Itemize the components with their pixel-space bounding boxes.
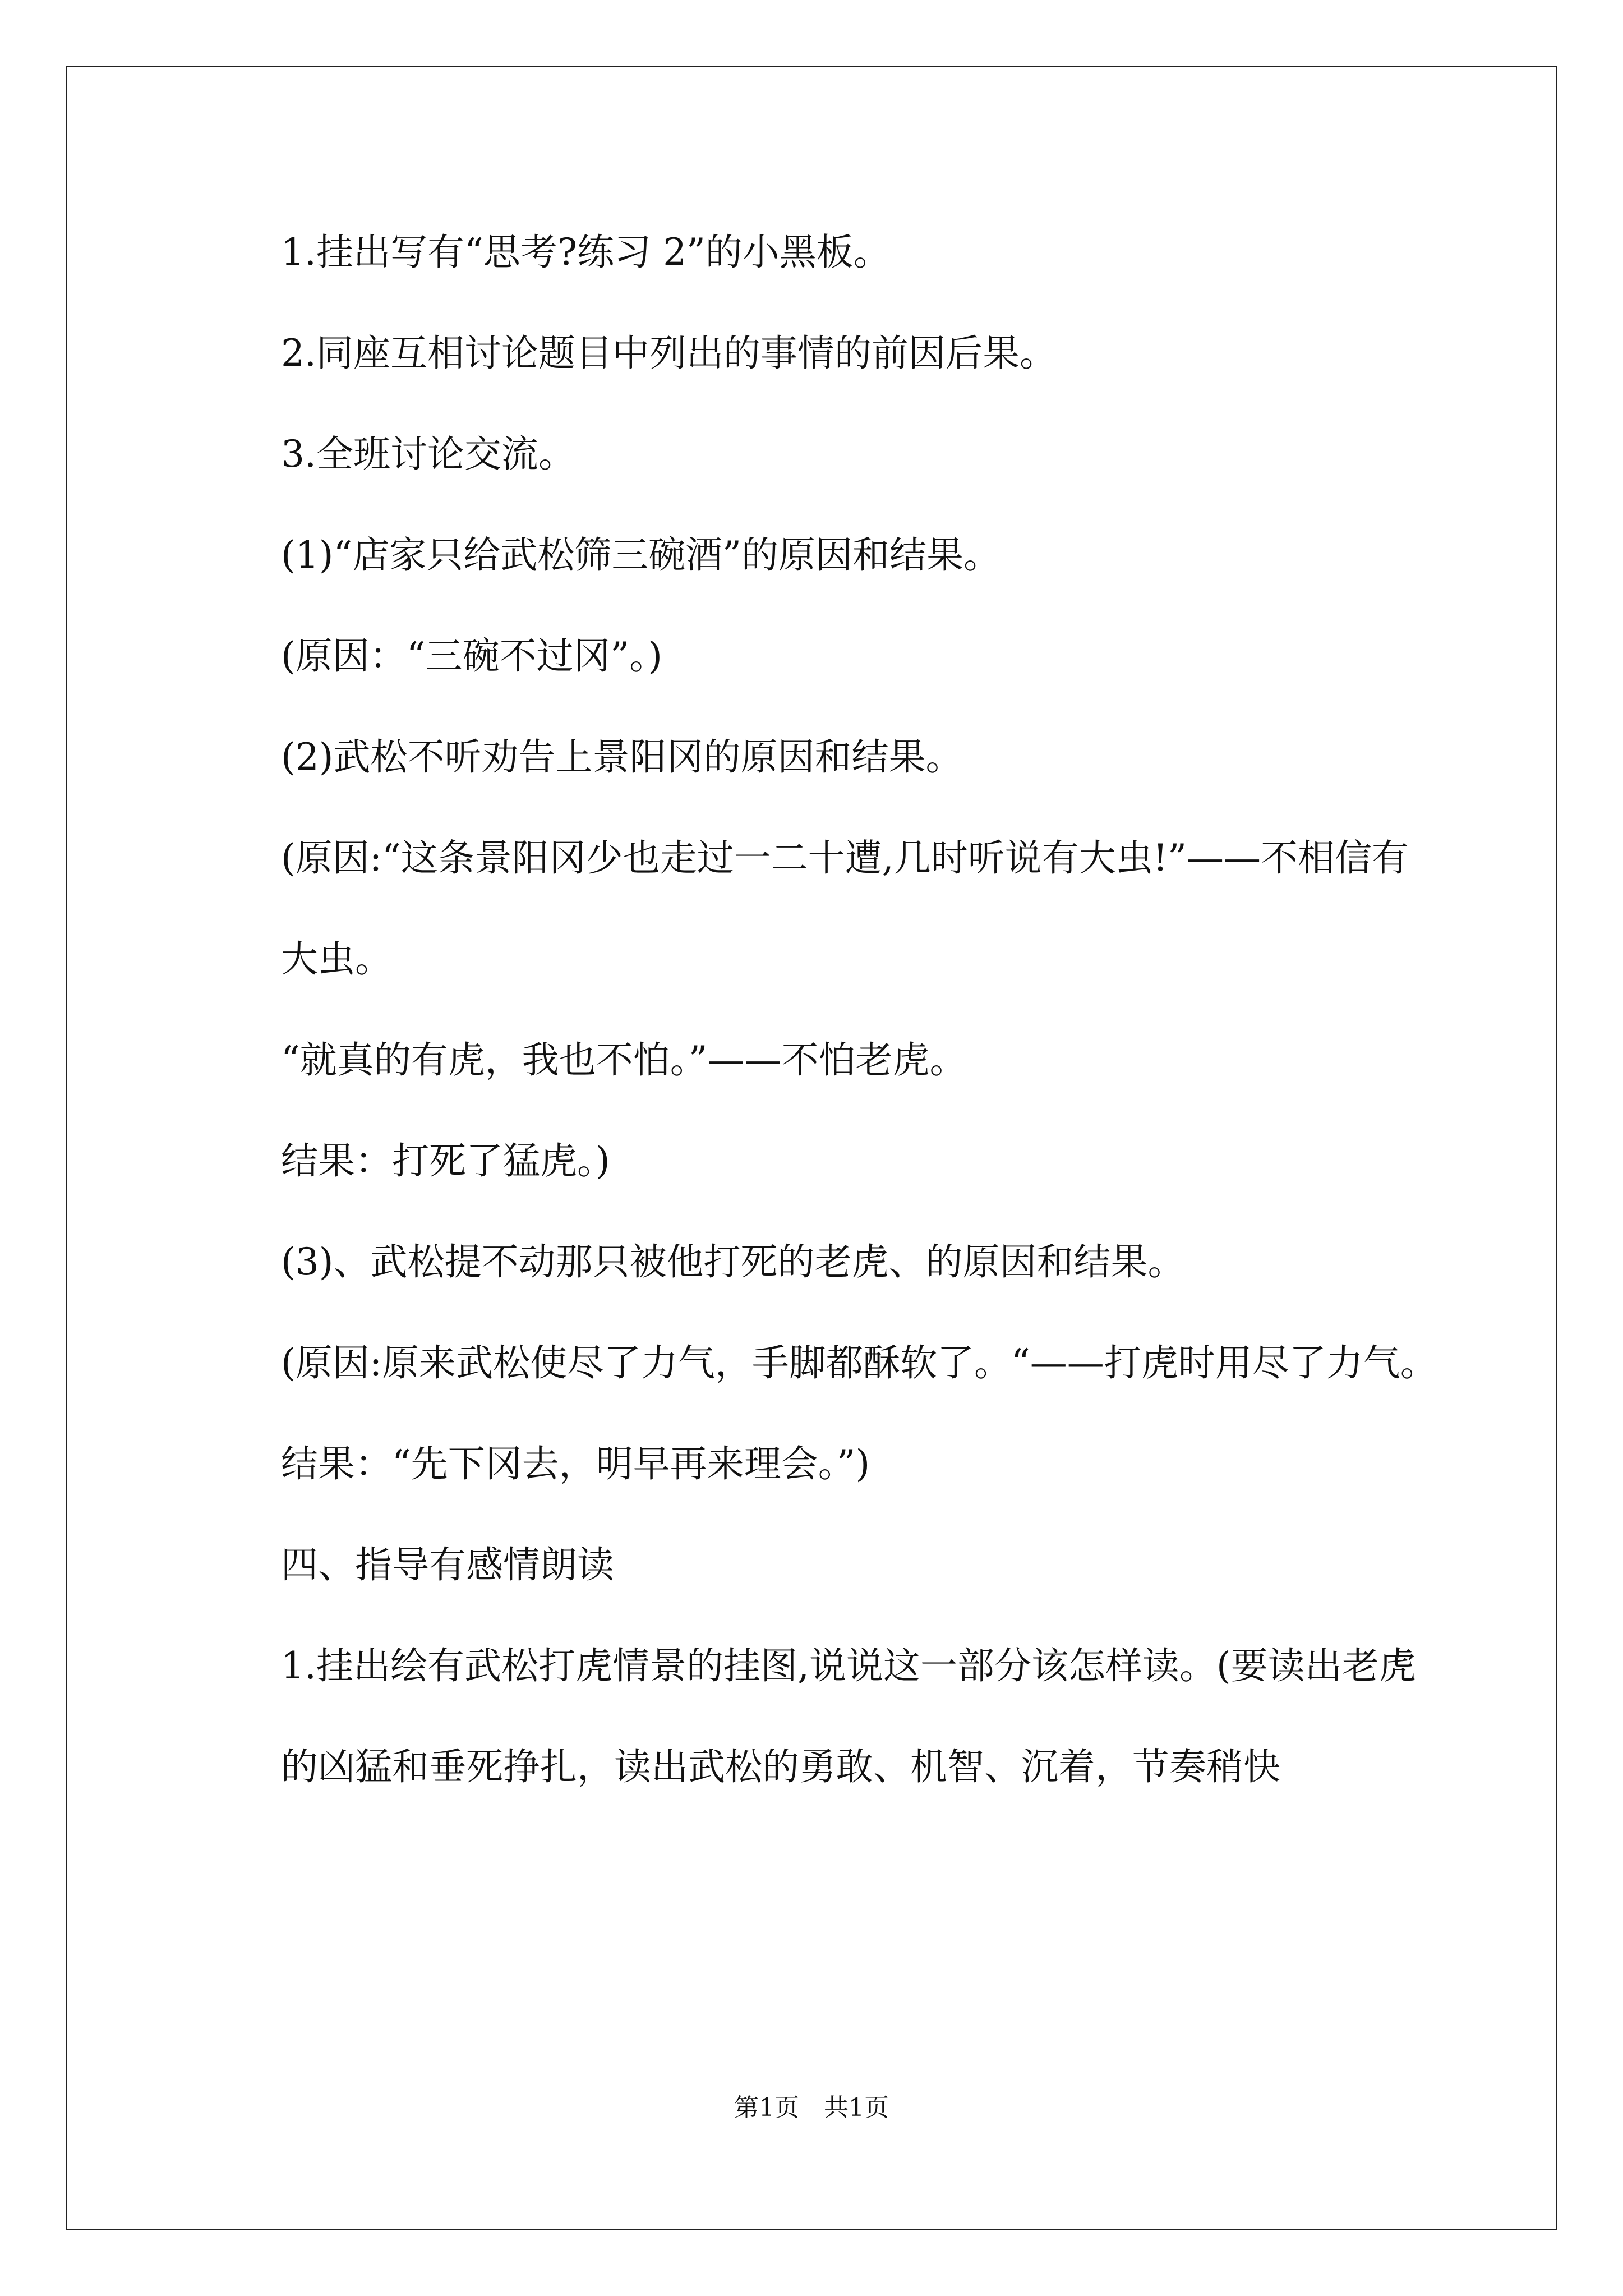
- paragraph: 3.全班讨论交流。: [281, 432, 575, 476]
- paragraph: 结果：“先下冈去，明早再来理会。”): [281, 1442, 870, 1485]
- paragraph: “就真的有虎，我也不怕。”——不怕老虎。: [281, 1038, 967, 1082]
- paragraph: 1.挂出写有“思考?练习 2”的小黑板。: [281, 231, 891, 274]
- paragraph: (3)、武松提不动那只被他打死的老虎、的原因和结果。: [281, 1240, 1185, 1283]
- paragraph: 2.同座互相讨论题目中列出的事情的前因后果。: [281, 332, 1057, 375]
- paragraph: 四、指导有感情朗读: [281, 1543, 614, 1586]
- paragraph: (2)武松不听劝告上景阳冈的原因和结果。: [281, 735, 963, 779]
- page-footer: 第1页 共1页: [734, 2093, 889, 2122]
- paragraph: (原因:原来武松使尽了力气，手脚都酥软了。“——打虎时用尽了力气。: [281, 1341, 1437, 1384]
- paragraph: 1.挂出绘有武松打虎情景的挂图,说说这一部分该怎样读。(要读出老虎的凶猛和垂死挣扎，读出武松的勇敢、机智、沉着，节奏稍快: [281, 1644, 1416, 1788]
- document-body: [200, 202, 1440, 1818]
- paragraph: (原因：“三碗不过冈”。): [281, 634, 662, 678]
- paragraph: 结果：打死了猛虎。): [281, 1139, 610, 1182]
- paragraph: (1)“店家只给武松筛三碗酒”的原因和结果。: [281, 533, 1000, 577]
- paragraph: (原因:“这条景阳冈少也走过一二十遭,几时听说有大虫!”——不相信有大虫。: [281, 836, 1409, 981]
